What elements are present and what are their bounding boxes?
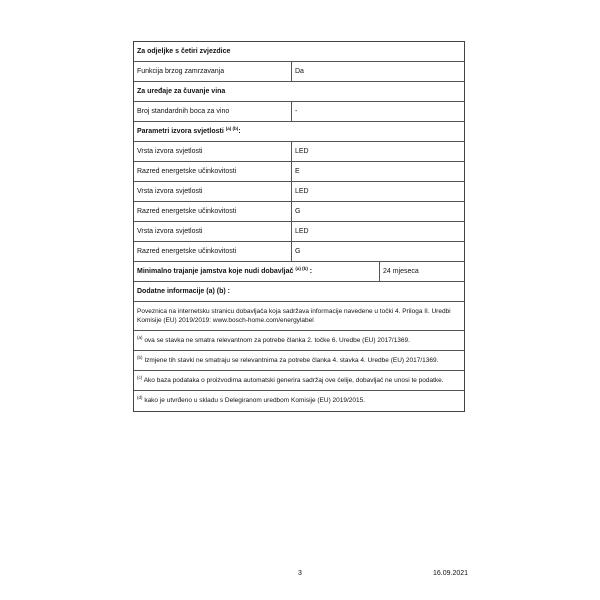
row-value: G — [295, 208, 301, 215]
row-label: Minimalno trajanje jamstva koje nudi dobavljač $^{(a) (b)}$ : — [134, 262, 380, 281]
footnote-marker: (a) (b) — [295, 266, 308, 271]
footnote-text: kako je utvrđeno u skladu s Delegiranom uredbom Komisije (EU) 2019/2015. — [144, 397, 366, 404]
table-row — [134, 162, 464, 182]
row-label: Vrsta izvora svjetlosti — [134, 182, 292, 201]
section-header-light — [134, 122, 464, 142]
footnote-c — [134, 371, 464, 390]
section-title: Dodatne informacije (a) (b) : — [137, 288, 230, 295]
footnote-marker: (d) — [137, 395, 143, 400]
table-row — [134, 102, 464, 122]
section-header-additional — [134, 282, 464, 302]
table-row — [134, 182, 464, 202]
row-label: Razred energetske učinkovitosti — [134, 202, 292, 221]
page-number: 3 — [298, 570, 302, 577]
footnote-row — [134, 351, 464, 371]
product-info-table — [133, 41, 465, 412]
document-date: 16.09.2021 — [433, 570, 469, 577]
footnote-text: ova se stavka ne smatra relevantnom za potrebe članka 2. točke 6. Uredbe (EU) 2017/1369. — [144, 337, 410, 344]
footnote-marker: (b) — [137, 355, 143, 360]
footnote-marker: (a) (b) — [225, 126, 239, 131]
footnote-d — [134, 391, 464, 411]
table-row — [134, 62, 464, 82]
row-label: Broj standardnih boca za vino — [134, 102, 292, 121]
table-row — [134, 242, 464, 262]
footnote-b — [134, 351, 464, 370]
warranty-row — [134, 262, 464, 282]
table-row — [134, 222, 464, 242]
footnote-row — [134, 371, 464, 391]
row-label: Vrsta izvora svjetlosti — [134, 142, 292, 161]
row-label: Razred energetske učinkovitosti — [134, 162, 292, 181]
section-header-wine — [134, 82, 464, 102]
row-value: LED — [295, 148, 309, 155]
footnote-text: Ako baza podataka o proizvodima automatski generira sadržaj ove ćelije, dobavljač ne unosi te podatke. — [143, 377, 444, 384]
footnote-row — [134, 331, 464, 351]
table-row — [134, 202, 464, 222]
row-value: 24 mjeseca — [383, 268, 419, 275]
section-title: Za odjeljke s četiri zvjezdice — [137, 48, 231, 55]
note-text: Poveznica na internetsku stranicu dobavljača koja sadržava informacije navedene u točki 4. Priloga II. Uredbi Komisije (EU) 2019/2019: www.bosch-home.com/energylabel — [137, 308, 451, 324]
link-note-row — [134, 302, 464, 331]
row-value: G — [295, 248, 301, 255]
footnote-a — [134, 331, 464, 350]
row-label: Funkcija brzog zamrzavanja — [134, 62, 292, 81]
table-row — [134, 142, 464, 162]
row-value: E — [295, 168, 300, 175]
section-title-text: Parametri izvora svjetlosti — [137, 128, 224, 135]
section-header-four-star — [134, 42, 464, 62]
row-label: Vrsta izvora svjetlosti — [134, 222, 292, 241]
row-value: LED — [295, 188, 309, 195]
footnote-text: Izmjene tih stavki ne smatraju se relevantnima za potrebe članka 4. stavka 4. Uredbe (EU) 2017/1369. — [144, 357, 439, 364]
section-title: Za uređaje za čuvanje vina — [137, 88, 226, 95]
footnote-marker: (c) — [137, 375, 143, 380]
footnote-marker: (a) — [137, 335, 143, 340]
row-value: Da — [295, 68, 304, 75]
row-label: Razred energetske učinkovitosti — [134, 242, 292, 261]
footnote-row — [134, 391, 464, 411]
row-value: - — [295, 108, 298, 115]
row-value: LED — [295, 228, 309, 235]
section-title: Parametri izvora svjetlosti $^{(a) (b)}$: — [137, 126, 241, 135]
warranty-label-text: Minimalno trajanje jamstva koje nudi dobavljač — [137, 268, 294, 275]
